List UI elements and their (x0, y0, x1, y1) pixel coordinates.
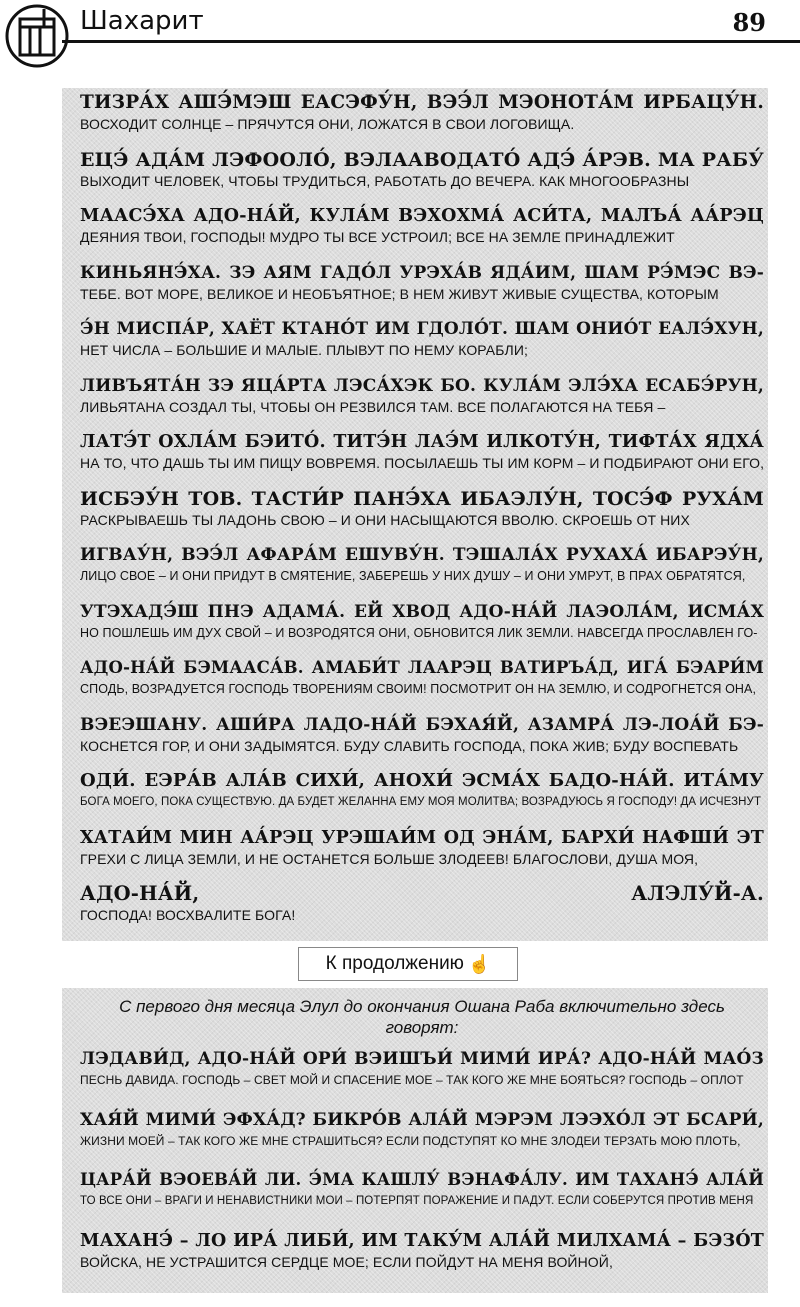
continue-button-label: К продолжению (325, 953, 464, 974)
verse-line (80, 375, 764, 416)
transliteration-text: КИНЬЯНЭ́ХА. ЗЭ АЯМ ГАДО́Л УРЭХА́В ЯДА́ИМ, ШАМ РЭ́МЭС ВЭ- (80, 262, 764, 283)
translation-text: НО ПОШЛЕШЬ ИМ ДУХ СВОЙ – И ВОЗРОДЯТСЯ ОНИ, ОБНОВИТСЯ ЛИК ЗЕМЛИ. НАВСЕГДА ПРОСЛАВЛЕН ГО- (80, 625, 758, 640)
translation-text: ТО ВСЕ ОНИ – ВРАГИ И НЕНАВИСТНИКИ МОИ – ПОТЕРПЯТ ПОРАЖЕНИЕ И ПАДУТ. ЕСЛИ СОБЕРУТСЯ ПРОТИВ МЕНЯ (80, 1195, 754, 1207)
verse-line (80, 431, 764, 472)
verse-line (80, 883, 764, 924)
transliteration-text: ЕЦЭ́ АДА́М ЛЭФООЛО́, ВЭЛААВОДАТО́ АДЭ́ А́РЭВ. МА РАБУ́ (80, 148, 764, 171)
verse-line (80, 1109, 764, 1150)
transliteration-text: УТЭХАДЭ́Ш ПНЭ АДАМА́. ЕЙ ХВОД АДО-НА́Й ЛАЭОЛА́М, ИСМА́Х (80, 601, 764, 622)
verse-line (80, 827, 764, 868)
translation-text: ВЫХОДИТ ЧЕЛОВЕК, ЧТОБЫ ТРУДИТЬСЯ, РАБОТАТЬ ДО ВЕЧЕРА. КАК МНОГООБРАЗНЫ (80, 172, 690, 189)
verse-line (80, 318, 764, 359)
header-rule (62, 40, 800, 43)
translation-text: РАСКРЫВАЕШЬ ТЫ ЛАДОНЬ СВОЮ – И ОНИ НАСЫЩАЮТСЯ ВВОЛЮ. СКРОЕШЬ ОТ НИХ (80, 511, 690, 528)
transliteration-text: ЛЭДАВИ́Д, АДО-НА́Й ОРИ́ ВЭИШЪИ́ МИМИ́ ИРА́? АДО-НА́Й МАО́З (80, 1049, 764, 1069)
continue-button[interactable] (298, 947, 518, 981)
translation-text: ВОЙСКА, НЕ УСТРАШИТСЯ СЕРДЦЕ МОЕ; ЕСЛИ ПОЙДУТ НА МЕНЯ ВОЙНОЙ, (80, 1253, 613, 1270)
transliteration-text: ТИЗРА́Х АШЭ́МЭШ ЕАСЭФУ́Н, ВЭЭ́Л МЭОНОТА́М ИРБАЦУ́Н. (80, 92, 764, 113)
translation-text: СПОДЬ, ВОЗРАДУЕТСЯ ГОСПОДЬ ТВОРЕНИЯМ СВОИМ! ПОСМОТРИТ ОН НА ЗЕМЛЮ, И СОДРОГНЕТСЯ ОНА, (80, 682, 757, 696)
verse-line (80, 488, 764, 529)
translation-text: ГОСПОДА! ВОСХВАЛИТЕ БОГА! (80, 907, 296, 923)
transliteration-text: ИСБЭУ́Н ТОВ. ТАСТИ́Р ПАНЭ́ХА ИБАЭЛУ́Н, ТОСЭ́Ф РУХА́М (80, 487, 764, 510)
transliteration-text: ЦАРА́Й ВЭОЕВА́Й ЛИ. Э́МА КАШЛУ́ ВЭНАФА́ЛУ. ИМ ТАХАНЭ́ АЛА́Й (80, 1170, 764, 1189)
translation-text: ЛИВЬЯТАНА СОЗДАЛ ТЫ, ЧТОБЫ ОН РЕЗВИЛСЯ ТАМ. ВСЕ ПОЛАГАЮТСЯ НА ТЕБЯ – (80, 398, 666, 415)
book-emblem-icon (4, 3, 70, 69)
transliteration-text: МАХАНЭ́ – ЛО ИРА́ ЛИБИ́, ИМ ТАКУ́М АЛА́Й МИЛХАМА́ – БЭЗО́Т (80, 1230, 764, 1251)
transliteration-text: ХАТАИ́М МИН АА́РЭЦ УРЭШАИ́М ОД ЭНА́М, БАРХИ́ НАФШИ́ ЭТ (80, 827, 764, 848)
translation-text: ГРЕХИ С ЛИЦА ЗЕМЛИ, И НЕ ОСТАНЕТСЯ БОЛЬШЕ ЗЛОДЕЕВ! БЛАГОСЛОВИ, ДУША МОЯ, (80, 850, 699, 867)
page-header (0, 0, 800, 75)
transliteration-text: Э́Н МИСПА́Р, ХАЁТ КТАНО́Т ИМ ГДОЛО́Т. ШАМ ОНИО́Т ЕАЛЭ́ХУН, (80, 319, 764, 339)
transliteration-text: ВЭЕЭШАНУ. АШИ́РА ЛАДО-НА́Й БЭХАЯ́Й, АЗАМРА́ ЛЭ-ЛОА́Й БЭ- (80, 714, 764, 735)
page-title: Шахарит (80, 6, 204, 36)
transliteration-text: МААСЭ́ХА АДО-НА́Й, КУЛА́М ВЭХОХМА́ АСИ́ТА, МАЛЪА́ АА́РЭЦ (80, 206, 764, 226)
verse-line (80, 92, 764, 133)
verse-line (80, 1230, 764, 1271)
elul-text-block (62, 988, 768, 1293)
translation-text: ЖИЗНИ МОЕЙ – ТАК КОГО ЖЕ МНЕ СТРАШИТЬСЯ? ЕСЛИ ПОДСТУПЯТ КО МНЕ ЗЛОДЕИ ТЕРЗАТЬ МОЮ ПЛОТЬ, (80, 1133, 741, 1148)
transliteration-text: ЛАТЭ́Т ОХЛА́М БЭИТО́. ТИТЭ́Н ЛАЭ́М ИЛКОТУ́Н, ТИФТА́Х ЯДХА́ (80, 432, 764, 452)
verse-line (80, 544, 764, 585)
verse-line (80, 1048, 764, 1089)
transliteration-text: АДО-НА́Й БЭМААСА́В. АМАБИ́Т ЛААРЭЦ ВАТИРЪА́Д, ИГА́ БЭАРИ́М (80, 658, 764, 677)
translation-text: КОСНЕТСЯ ГОР, И ОНИ ЗАДЫМЯТСЯ. БУДУ СЛАВИТЬ ГОСПОДА, ПОКА ЖИВ; БУДУ ВОСПЕВАТЬ (80, 737, 739, 754)
verse-line (80, 601, 764, 642)
verse-line (80, 657, 764, 698)
verse-line (80, 1169, 764, 1210)
psalm-text-block (62, 88, 768, 941)
translation-text: БОГА МОЕГО, ПОКА СУЩЕСТВУЮ. ДА БУДЕТ ЖЕЛАННА ЕМУ МОЯ МОЛИТВА; ВОЗРАДУЮСЬ Я ГОСПОДУ! ДА ИСЧЕЗНУТ (80, 796, 762, 808)
verse-line (80, 205, 764, 246)
verse-line (80, 262, 764, 303)
transliteration-text: ИГВАУ́Н, ВЭЭ́Л АФАРА́М ЕШУВУ́Н. ТЭШАЛА́Х РУХАХА́ ИБАРЭУ́Н, (80, 545, 764, 565)
translation-text: ПЕСНЬ ДАВИДА. ГОСПОДЬ – СВЕТ МОЙ И СПАСЕНИЕ МОЕ – ТАК КОГО ЖЕ МНЕ БОЯТЬСЯ? ГОСПОДЬ – ОПЛОТ (80, 1073, 744, 1087)
translation-text: ЛИЦО СВОЕ – И ОНИ ПРИДУТ В СМЯТЕНИЕ, ЗАБЕРЕШЬ У НИХ ДУШУ – И ОНИ УМРУТ, В ПРАХ ОБРАТЯТСЯ, (80, 569, 746, 583)
transliteration-text: ХАЯ́Й МИМИ́ ЭФХА́Д? БИКРО́В АЛА́Й МЭРЭМ ЛЭЭХО́Л ЭТ БСАРИ́, (80, 1109, 764, 1130)
page-number: 89 (732, 8, 766, 37)
elul-instruction: С первого дня месяца Элул до окончания Ошана Раба включительно здесь говорят: (119, 997, 725, 1037)
transliteration-text: ЛИВЪЯТА́Н ЗЭ ЯЦА́РТА ЛЭСА́ХЭК БО. КУЛА́М ЭЛЭ́ХА ЕСАБЭ́РУН, (80, 375, 764, 396)
translation-text: НЕТ ЧИСЛА – БОЛЬШИЕ И МАЛЫЕ. ПЛЫВУТ ПО НЕМУ КОРАБЛИ; (80, 342, 528, 358)
transliteration-text: АДО-НА́Й, АЛЭЛУ́Й-А. (80, 882, 764, 905)
verse-line (80, 714, 764, 755)
translation-text: ТЕБЕ. ВОТ МОРЕ, ВЕЛИКОЕ И НЕОБЪЯТНОЕ; В НЕМ ЖИВУТ ЖИВЫЕ СУЩЕСТВА, КОТОРЫМ (80, 285, 719, 302)
translation-text: НА ТО, ЧТО ДАШЬ ТЫ ИМ ПИЩУ ВОВРЕМЯ. ПОСЫЛАЕШЬ ТЫ ИМ КОРМ – И ПОДБИРАЮТ ОНИ ЕГО, (80, 455, 765, 471)
transliteration-text: ОДИ́. ЕЭРА́В АЛА́В СИХИ́, АНОХИ́ ЭСМА́Х БАДО-НА́Й. ИТА́МУ (80, 770, 764, 791)
translation-text: ВОСХОДИТ СОЛНЦЕ – ПРЯЧУТСЯ ОНИ, ЛОЖАТСЯ В СВОИ ЛОГОВИЩА. (80, 116, 575, 132)
pointing-hand-icon: ☝ (467, 953, 491, 974)
translation-text: ДЕЯНИЯ ТВОИ, ГОСПОДЫ! МУДРО ТЫ ВСЕ УСТРОИЛ; ВСЕ НА ЗЕМЛЕ ПРИНАДЛЕЖИТ (80, 229, 675, 245)
verse-line (80, 770, 764, 811)
verse-line (80, 149, 764, 190)
